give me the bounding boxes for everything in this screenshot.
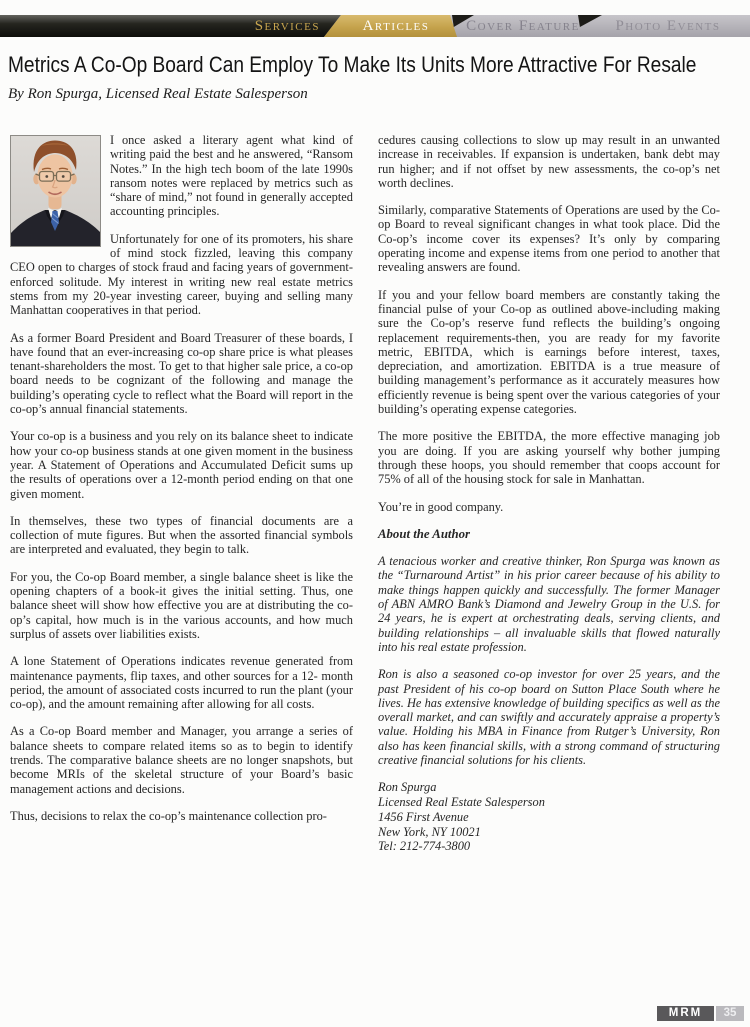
- article-paragraph: As a former Board President and Board Treasurer of these boards, I have found that an ever-increasing co-op share price is what pleases tenant-shareholders the most. To get to that higher sale price, a co-op board needs to be cognizant of the following and manage the building’s operating cycle to reflect what the Board will report in the co-op’s annual financial statements.: [10, 330, 353, 417]
- signature-line: New York, NY 10021: [378, 824, 481, 839]
- about-paragraph: Ron is also a seasoned co-op investor for over 25 years, and the past President of his co-op board on Sutton Place South where he lives. He has extensive knowledge of building specifics as well as the overall market, and can swiftly and accurately appraise a property’s value. Holding his MBA in Finance from Rutger’s University, Ron also has keen financial skills, with a strong command of structuring creative financial solutions for his clients.: [378, 667, 720, 767]
- article-paragraph: In themselves, these two types of financial documents are a collection of mute figures. But when the assorted financial symbols are interpreted and evaluated, they begin to talk.: [10, 513, 353, 557]
- signature-line: 1456 First Avenue: [378, 809, 469, 824]
- article-paragraph: You’re in good company.: [378, 499, 504, 514]
- right-column: [378, 133, 720, 854]
- signature-line: Ron Spurga: [378, 780, 437, 795]
- page-footer: [657, 1006, 744, 1021]
- author-photo-illustration: [11, 136, 100, 246]
- article-paragraph: Your co-op is a business and you rely on its balance sheet to indicate how your co-op business stands at one given moment in the business year. A Statement of Operations and Accumulated Deficit sums up the results of operations over a 12-month period ending on that one given moment.: [10, 429, 353, 501]
- article-paragraph: cedures causing collections to slow up may result in an unwanted increase in receivables. If expansion is undertaken, bank debt may run higher; and if not offset by new assessments, the co-op’s net worth declines.: [378, 133, 720, 190]
- article-paragraph: Similarly, comparative Statements of Operations are used by the Co-op Board to reveal significant changes in what took place. Did the Co-op’s income cover its expenses? It’s only by comparing operating income and expense items from one period to another that revealing answers are found.: [378, 203, 720, 275]
- article-paragraph: If you and your fellow board members are constantly taking the financial pulse of your Co-op as outlined above-including making sure the Co-op’s reserve fund reflects the building’s ongoing replacement requirements-then, you are ready for my favorite metric, EBITDA, which is earnings before interest, taxes, depreciation, and amortization. EBITDA is a true measure of building management’s performance as it accurately measures how efficiently revenue is being spent over the various categories of your building’s operating expense categories.: [378, 287, 720, 417]
- about-the-author-heading: About the Author: [378, 526, 470, 541]
- left-column: [10, 133, 353, 836]
- article-paragraph: As a Co-op Board member and Manager, you arrange a series of balance sheets to compare related items so as to begin to identify trends. The comparative balance sheets are no longer snapshots, but become MRIs of the skeletal structure of your Board’s basic management actions and decisions.: [10, 724, 353, 796]
- tab-services[interactable]: Services: [254, 18, 320, 34]
- tab-photo-events[interactable]: Photo Events: [615, 18, 721, 34]
- signature-line: Licensed Real Estate Salesperson: [378, 795, 545, 810]
- article-paragraph: I once asked a literary agent what kind of writing paid the best and he answered, “Ransom Notes.” In the high tech boom of the late 1990s ransom notes were replaced by metrics such as “share of mind,” not found in generally accepted accounting principles.: [110, 133, 353, 219]
- nav-notch-icon: [578, 15, 602, 27]
- section-tab-bar: [0, 15, 750, 37]
- author-photo: [10, 135, 101, 247]
- page-number-badge: 35: [716, 1006, 744, 1021]
- article-paragraph: Thus, decisions to relax the co-op’s maintenance collection pro-: [10, 808, 327, 823]
- author-signature-block: [378, 780, 720, 854]
- article-paragraph: The more positive the EBITDA, the more effective managing job you are doing. If you are asking yourself why bother jumping through these hoops, you should remember that coops account for 75% of all of the housing stock for sale in Manhattan.: [378, 429, 720, 487]
- tab-cover-feature[interactable]: Cover Feature: [466, 18, 580, 34]
- magazine-brand-badge: MRM: [657, 1006, 714, 1021]
- article-paragraph: Unfortunately for one of its promoters, his share of mind stock fizzled, leaving this company CEO open to charges of stock fraud and facing years of government-enforced solitude. My interest in writing new real estate metrics stems from my 20-year investing career, buying and selling many Manhattan cooperatives in that period.: [10, 231, 353, 318]
- signature-line: Tel: 212-774-3800: [378, 839, 471, 854]
- tab-articles[interactable]: Articles: [362, 18, 430, 34]
- article-paragraph: For you, the Co-op Board member, a single balance sheet is like the opening chapters of a book-it gives the initial setting. Thus, one balance sheet will show how effective you are at distributing the co-op’s capital, how much is in the various accounts, and how much surplus of assets over liabilities exists.: [10, 569, 353, 641]
- about-paragraph: A tenacious worker and creative thinker, Ron Spurga was known as the “Turnaround Artist” in his prior career because of his ability to make things happen quickly and successfully. The former Manager of ABN AMRO Bank’s Diamond and Jewelry Group in the U.S. for 24 years, he is expert at orchestrating deals, serving clients, and building relationships – all invaluable skills that flowed naturally into his real estate profession.: [378, 554, 720, 654]
- article-title: Metrics A Co-Op Board Can Employ To Make Its Units More Attractive For Resale: [8, 52, 697, 77]
- article-byline: By Ron Spurga, Licensed Real Estate Salesperson: [8, 86, 308, 102]
- article-paragraph: A lone Statement of Operations indicates revenue generated from maintenance payments, flip taxes, and other sources for a 12- month period, the amount of associated costs incurred to run the plant (your co-op), and the amount remaining after allowing for all costs.: [10, 654, 353, 712]
